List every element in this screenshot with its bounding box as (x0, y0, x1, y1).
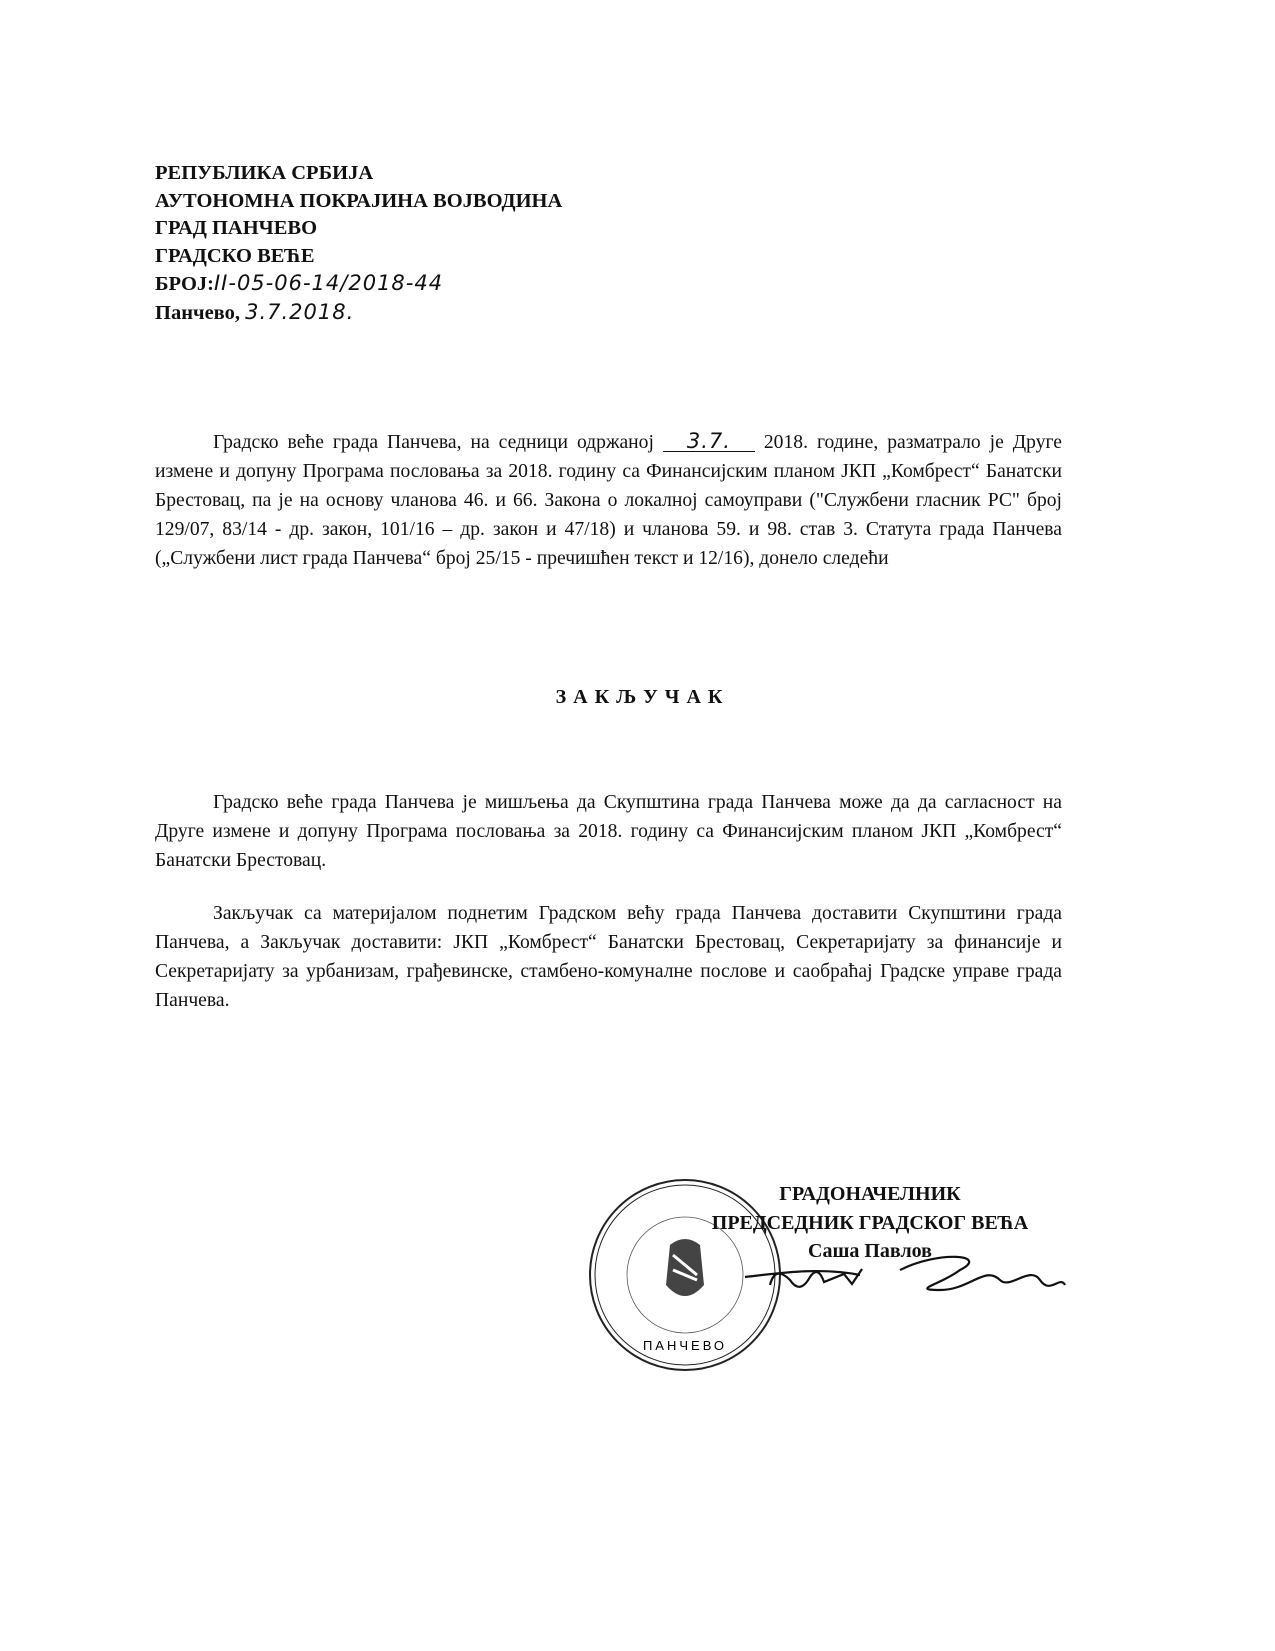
intro-text-start: Градско веће града Панчева, на седници одржаној (213, 432, 663, 453)
document-title: ЗАКЉУЧАК (555, 686, 730, 708)
header-line-council: ГРАДСКО ВЕЋЕ (155, 244, 315, 267)
stamp-city: ПАНЧЕВО (642, 1338, 728, 1353)
document-header (155, 160, 562, 328)
signatory-name: Саша Павлов (808, 1240, 932, 1262)
handwritten-signature (740, 1245, 1070, 1310)
delivery-paragraph: Закључак са материјалом поднетим Градском већу града Панчева доставити Скупштини града Панчева, а Закључак доставити: ЈКП „Комбрест“ Банатски Брестовац, Секретаријату за финансије и Секретаријату за урбанизам, грађевинске, стамбено-комуналне послове и саобраћај Градске управе града Панчева. (155, 903, 1062, 1011)
header-line-province: АУТОНОМНА ПОКРАЈИНА ВОЈВОДИНА (155, 189, 563, 212)
signatory-title-mayor: ГРАДОНАЧЕЛНИК (779, 1183, 961, 1205)
header-line-city: ГРАД ПАНЧЕВО (155, 217, 318, 240)
number-value: II-05-06-14/2018-44 (213, 271, 444, 296)
place-label: Панчево, (155, 301, 240, 324)
date-value: 3.7.2018. (245, 299, 355, 324)
intro-text-end: 2018. године, разматрало је Друге измене и допуну Програма пословања за 2018. годину са Финансијским планом ЈКП „Комбрест“ Банатски Брестовац, па је на основу чланова 46. и 66. Закона о локалној самоуправи ("Службени гласник РС" број 129/07, 83/14 - др. закон, 101/16 – др. закон и 47/18) и чланова 59. и 98. став 3. Статута града Панчева („Службени лист града Панчева“ број 25/15 - пречишћен текст и 12/16), донело следећи (155, 432, 1062, 569)
document-date (155, 299, 562, 328)
document-number (155, 270, 562, 299)
signatory-title-president: ПРЕДСЕДНИК ГРАДСКОГ ВЕЋА (711, 1211, 1029, 1234)
session-date: 3.7. (663, 431, 755, 452)
intro-paragraph (155, 428, 1062, 573)
header-line-country: РЕПУБЛИКА СРБИЈА (155, 162, 374, 184)
number-label: БРОЈ: (155, 273, 214, 296)
conclusion-paragraph: Градско веће града Панчева је мишљења да Скупштина града Панчева може да да сагласност на Друге измене и допуну Програма пословања за 2018. годину са Финансијским планом ЈКП „Комбрест“ Банатски Брестовац. (155, 792, 1062, 871)
